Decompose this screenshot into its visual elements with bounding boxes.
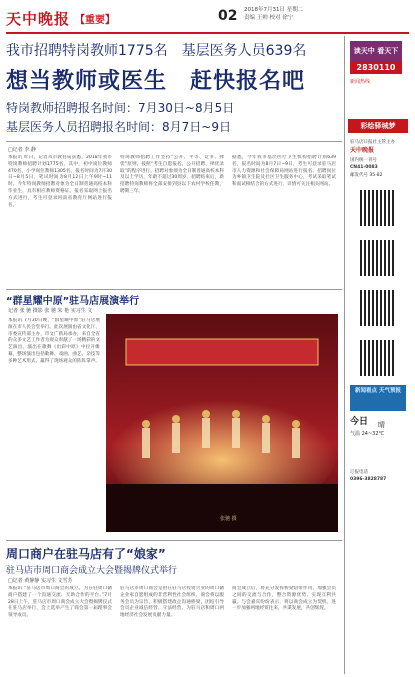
divider xyxy=(6,289,342,290)
lead-time-2: 基层医务人员招聘报名时间：8月7日~9日 xyxy=(6,120,231,134)
lead-body xyxy=(8,155,340,285)
qr-code-icon xyxy=(360,290,396,326)
temperature: 气温 24~32℃ xyxy=(350,431,385,437)
merchants-col-1: 本报讯 “驻马店市周口商会的成立，为在驻周口籍商户搭建了一个沟通交流、互助合作的平台。”7月28日上午，驻马店市周口商会成立大会暨揭牌仪式在驻马店举行，会上选举产生了商会第一届理事会领导成员。 xyxy=(8,586,112,619)
merchants-byline: □记者 黄静静 实习生 文雪芳 xyxy=(8,578,73,584)
masthead-rule xyxy=(6,32,409,34)
weather-text: 晴 xyxy=(378,421,385,429)
divider xyxy=(6,141,342,142)
hotline-label: 新闻热线 xyxy=(350,79,371,85)
lead-byline: □记者 李 静 xyxy=(8,147,36,153)
sidebar-title: 读天中 看天下 xyxy=(350,41,402,61)
qr-code-icon xyxy=(360,190,396,226)
office-label: 驻马店日报社主管主办 xyxy=(350,140,395,145)
paper-name: 天中晚报 xyxy=(350,147,375,154)
slogan-panel: 彩绘驿城梦 xyxy=(348,119,408,133)
merchants-col-3: 商会成立后，将充分发挥桥梁纽带作用，加强会员之间的交流与合作，整合资源优势，实现互利共赢。与会嘉宾纷纷表示，将以商会成立为契机，进一步加强两地经贸往来，共谋发展，共创辉煌。 xyxy=(232,586,336,612)
photo-caption: 张驰 摄 xyxy=(220,516,237,522)
phone-label: 订报电话 xyxy=(350,470,368,475)
section-tag: 【重要】 xyxy=(75,15,115,26)
lead-col-3: 据悉，今年我市基层医疗卫生机构招聘计划639名，报名时间为8月7日~9日，考生可登录驻马店市人力资源和社会保障局网站进行报名。招聘岗位为乡镇卫生院及社区卫生服务中心，考试采取笔试和面试相结合的方式进行，详情可关注相关网站。 xyxy=(232,155,336,188)
masthead-logo: 天中晚报 xyxy=(6,10,71,28)
event-byline: 记者 张 驰 摄影 张 驰 朱 艳 实习生 文 xyxy=(8,308,93,314)
cn-number: CN41-0083 xyxy=(350,165,378,170)
merchants-col-2: 驻马店市周口商会是由在驻马店投资兴业的周口籍企业家自愿组成的非营利性社会组织，商会将以服务会员为宗旨，积极搭建政企沟通桥梁，团结引导会员企业诚信经营、守法经营，为驻马店和周口两地经济社会发展贡献力量。 xyxy=(120,586,224,619)
cn-code-label: 国内统一刊号 xyxy=(350,158,377,163)
stage-photo xyxy=(106,314,338,532)
lead-col-2: 特岗教师招聘工作坚持“公开、平等、竞争、择优”原则，按照“考生自愿报名、公开招聘、择优录取”的程序进行。招聘对象须为全日制普通高校本科及以上学历，年龄不超过30周岁。招聘结束后，新招聘特岗教师将全部安排到县以下农村学校任教，聘期三年。 xyxy=(120,155,224,194)
lead-time-1: 特岗教师招聘报名时间：7月30日~8月5日 xyxy=(6,101,235,115)
weather-banner: 新闻看点 天气预报 xyxy=(350,385,406,411)
sidebar-rule xyxy=(344,36,345,674)
postal-code: 邮发代号 35-82 xyxy=(350,173,383,178)
lead-col-1: 本报讯 昨日，记者从市教育局获悉，2018年我市特岗教师招聘计划1775名，其中，初中岗位教师470名，小学岗位教师1305名。报名时间为7月30日~8月5日，笔试时间为8月12日上午9时~11时。今年特岗教师招聘对象为全日制普通高校本科毕业生，具有相应教师资格证。报名采取网上报名方式进行，考生可登录河南省教育厅网站进行报名。 xyxy=(8,155,112,208)
event-body: 本报讯 7月30日晚，“群星耀中原”驻马店展演在市人民会堂举行。此次展演由省文化厅、市委宣传部主办，市文广新局承办，来自全省的众多文艺工作者为观众奉献了一场精彩的文艺演出。演出在歌舞《出彩中原》中拉开帷幕，整场演出包括歌舞、戏曲、曲艺、杂技等多种艺术形式，赢得了现场观众的阵阵掌声。 xyxy=(8,318,100,364)
merchants-subtitle: 驻马店市周口商会成立大会暨揭牌仪式举行 xyxy=(6,566,178,576)
event-photo xyxy=(106,314,338,532)
lead-headline: 想当教师或医生 赶快报名吧 xyxy=(6,69,306,94)
lead-kicker: 我市招聘特岗教师1775名 基层医务人员639名 xyxy=(6,43,307,59)
merchants-title: 周口商户在驻马店有了“娘家” xyxy=(6,547,166,561)
phone-number: 0396-3828787 xyxy=(350,477,387,482)
page-number: 02 xyxy=(218,8,238,24)
event-title: “群星耀中原”驻马店展演举行 xyxy=(6,296,140,307)
lead-headlines xyxy=(6,36,342,135)
today-label: 今日 xyxy=(350,417,369,427)
hotline-number: 2830110 xyxy=(350,61,402,74)
qr-code-icon xyxy=(360,240,396,276)
masthead xyxy=(0,0,415,30)
divider xyxy=(6,540,342,541)
qr-code-icon xyxy=(360,340,396,376)
date-line: 2018年7月31日 星期二 责编 王帅 校对 徐宁 xyxy=(244,7,304,21)
